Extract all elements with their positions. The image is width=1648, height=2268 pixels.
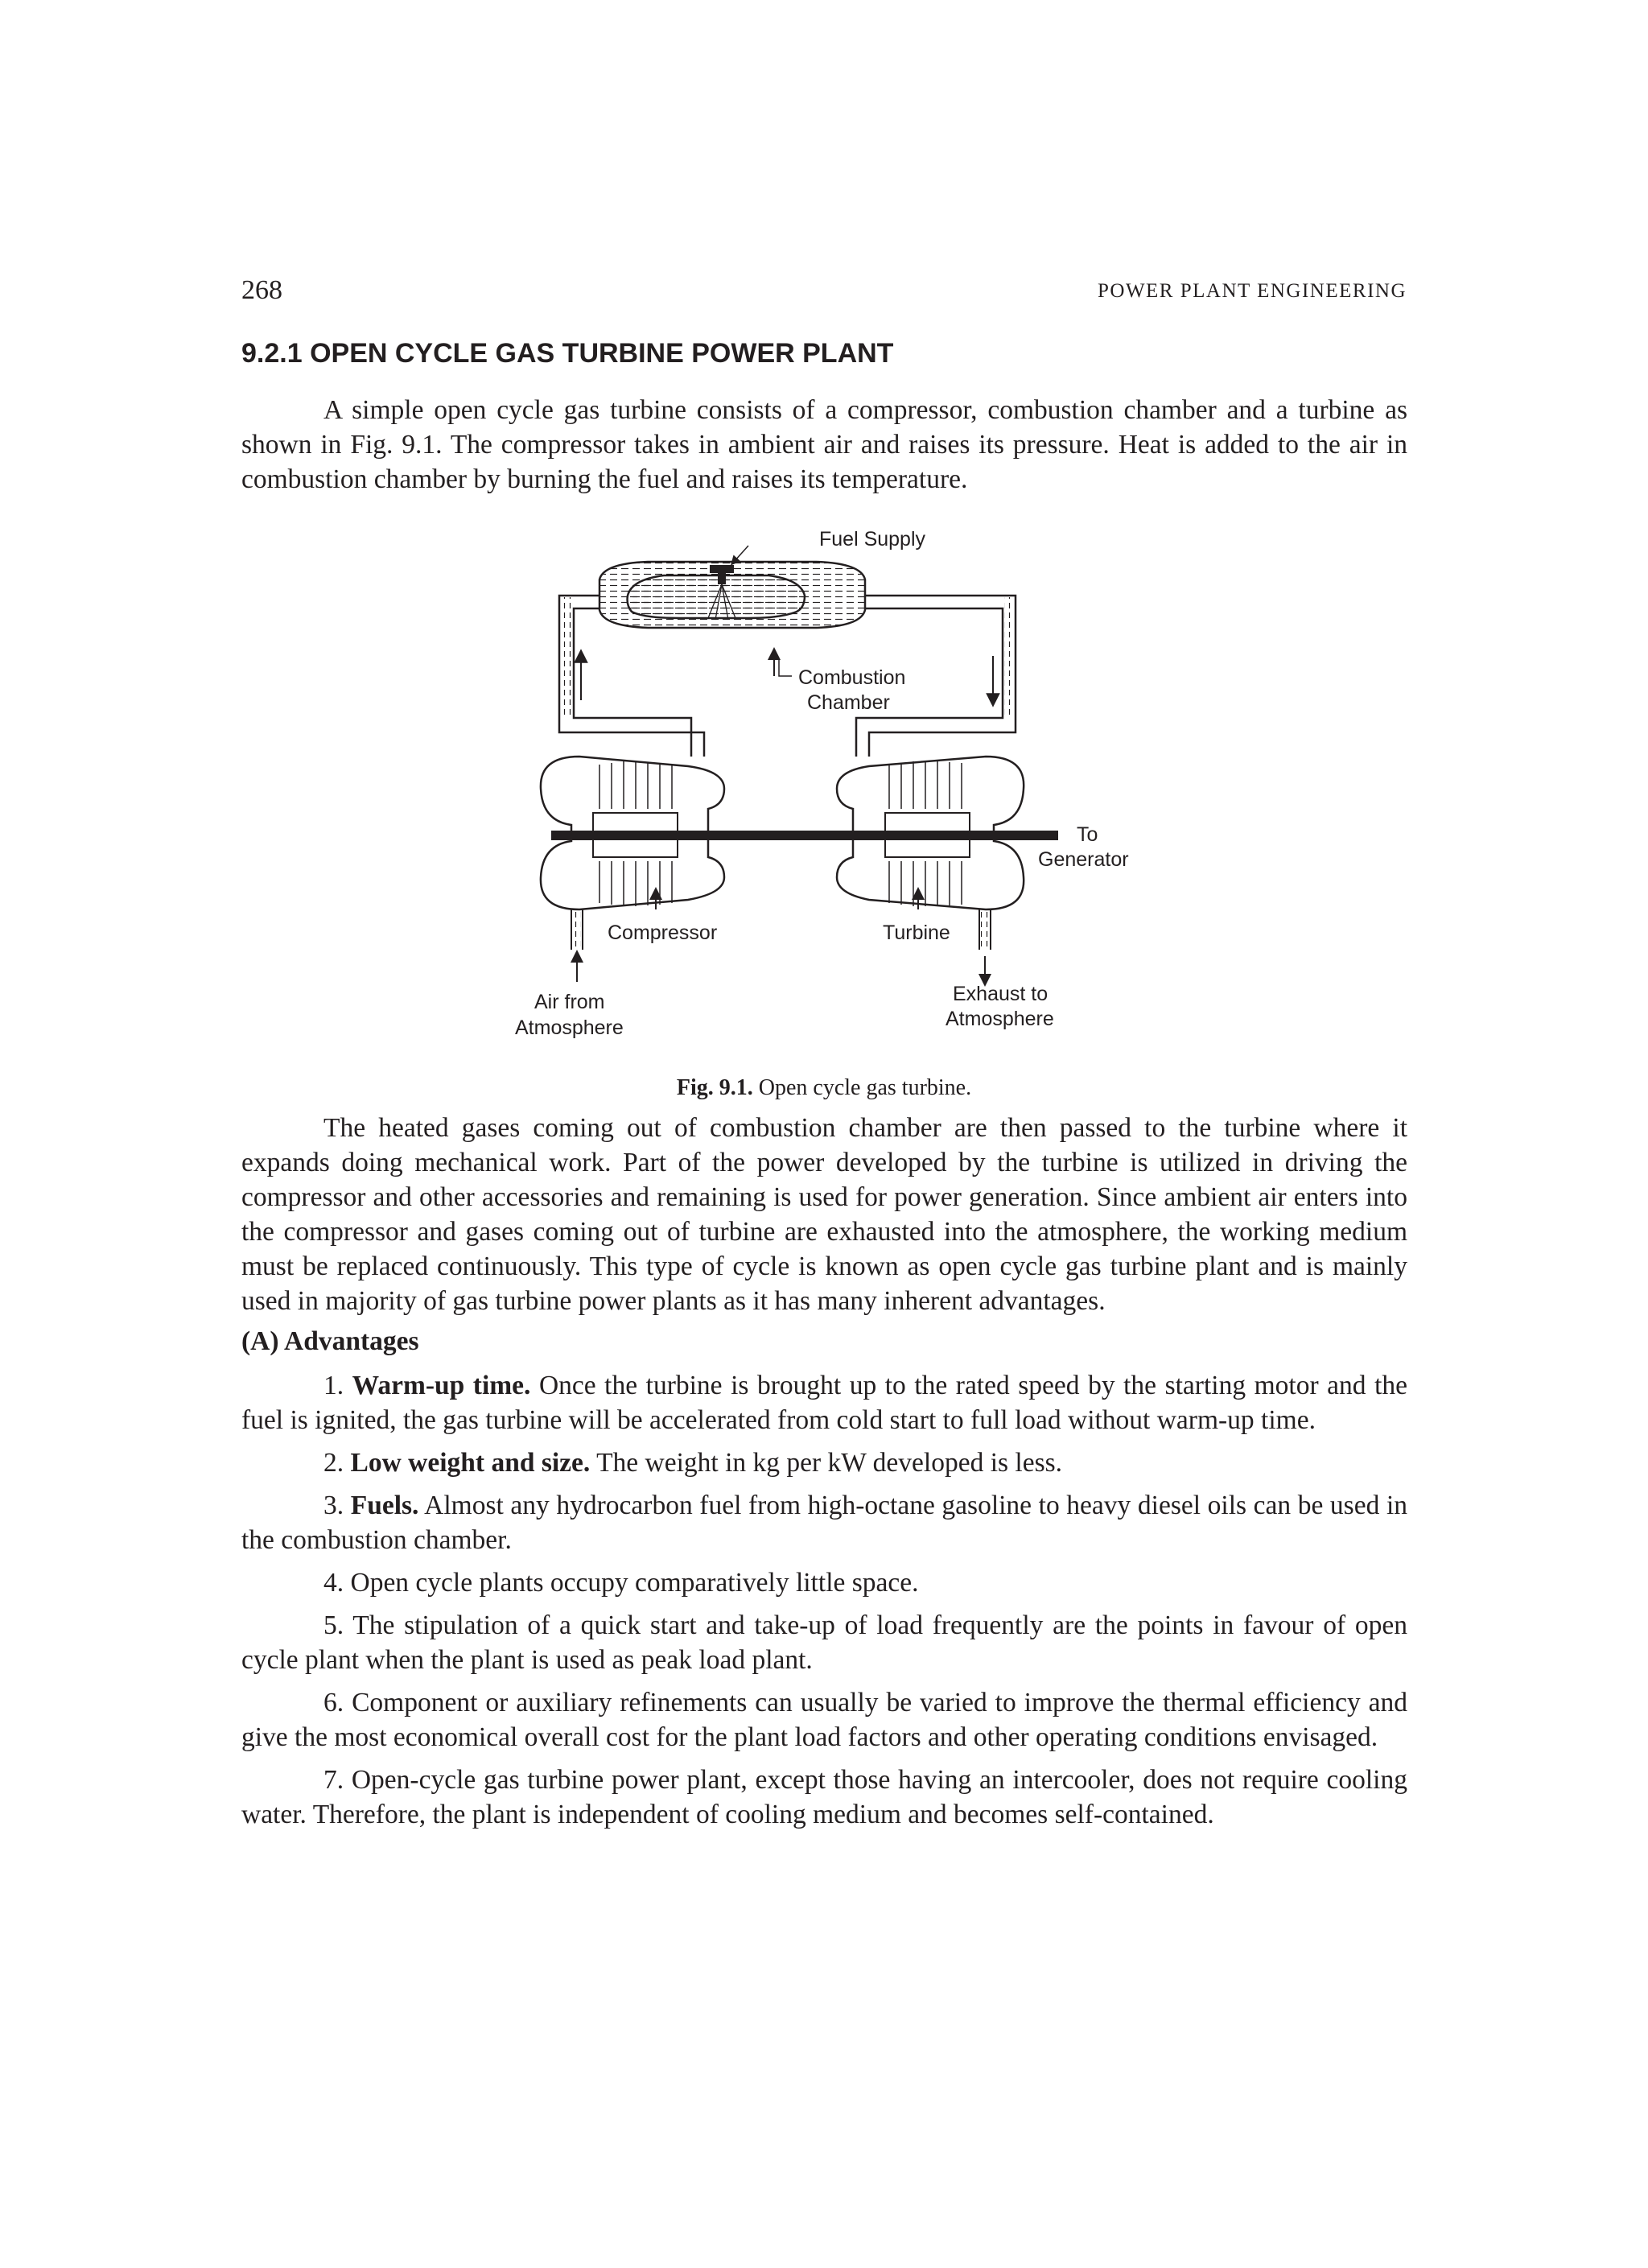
advantage-num: 3. xyxy=(323,1491,351,1520)
turbine xyxy=(837,757,1024,980)
advantage-text: Open-cycle gas turbine power plant, except those having an intercooler, does not require cooling water. Therefore, the plant is independent of cooling medium and becomes self-contained. xyxy=(241,1765,1407,1829)
advantage-item-7 xyxy=(241,1763,1407,1832)
advantage-title: Warm-up time. xyxy=(352,1371,531,1400)
label-compressor: Compressor xyxy=(608,922,718,944)
advantage-text: Open cycle plants occupy comparatively little space. xyxy=(350,1568,919,1598)
section-heading: 9.2.1 OPEN CYCLE GAS TURBINE POWER PLANT xyxy=(241,338,894,369)
advantage-title: Low weight and size. xyxy=(350,1448,591,1478)
advantage-num: 1. xyxy=(323,1371,352,1400)
label-fuel-supply: Fuel Supply xyxy=(819,528,926,551)
label-combustion-line1: Combustion xyxy=(798,666,906,689)
advantage-num: 5. xyxy=(323,1610,353,1640)
label-turbine: Turbine xyxy=(883,922,950,944)
label-air-line2: Atmosphere xyxy=(515,1016,624,1039)
page-number: 268 xyxy=(241,275,282,305)
advantages-heading: (A) Advantages xyxy=(241,1326,419,1356)
advantage-text: Once the turbine is brought up to the rated speed by the starting motor and the fuel is ignited, the gas turbine will be accelerated from cold start to full load without warm-up time. xyxy=(241,1371,1407,1435)
advantage-text: Component or auxiliary refinements can usually be varied to improve the thermal efficiency and give the most economical overall cost for the plant load factors and other operating conditions envisaged. xyxy=(241,1688,1408,1752)
label-exhaust-line1: Exhaust to xyxy=(953,983,1049,1005)
advantage-text: The stipulation of a quick start and take-up of load frequently are the points in favour of open cycle plant when the plant is used as peak load plant. xyxy=(241,1610,1407,1675)
advantage-num: 2. xyxy=(323,1448,351,1478)
label-exhaust-line2: Atmosphere xyxy=(946,1008,1054,1030)
figure-caption xyxy=(0,1075,1648,1101)
compressor xyxy=(541,757,724,982)
intro-paragraph xyxy=(241,393,1407,497)
advantage-num: 4. xyxy=(323,1568,351,1598)
shaft xyxy=(551,831,1058,840)
label-air-line1: Air from xyxy=(534,991,605,1013)
label-generator: Generator xyxy=(1038,848,1129,871)
label-combustion-line2: Chamber xyxy=(807,691,890,714)
advantage-item-3 xyxy=(241,1488,1407,1557)
advantage-text: The weight in kg per kW developed is less. xyxy=(590,1448,1063,1478)
advantages-list xyxy=(241,1368,1407,1840)
paragraph-2-text: The heated gases coming out of combustion chamber are then passed to the turbine where it expands doing mechanical work. Part of the power developed by the turbine is utilized in driving the compressor and other accessories and remaining is used for power generation. Since ambient air enters into the compressor and gases coming out of turbine are exhausted into the atmosphere, the working medium must be replaced continuously. This type of cycle is known as open cycle gas turbine plant and is mainly used in majority of gas turbine power plants as it has many inherent advantages. xyxy=(241,1113,1407,1316)
running-head: POWER PLANT ENGINEERING xyxy=(1097,280,1407,302)
advantage-item-1 xyxy=(241,1368,1407,1437)
intro-text: A simple open cycle gas turbine consists of a compressor, combustion chamber and a turbine as shown in Fig. 9.1. The compressor takes in ambient air and raises its pressure. Heat is added to the air in combustion chamber by burning the fuel and raises its temperature. xyxy=(241,395,1407,494)
paragraph-2 xyxy=(241,1111,1407,1318)
advantage-item-2 xyxy=(241,1445,1407,1480)
advantage-item-5 xyxy=(241,1608,1407,1677)
figure-caption-text: Open cycle gas turbine. xyxy=(752,1075,972,1100)
advantage-item-4 xyxy=(241,1565,1407,1600)
advantage-item-6 xyxy=(241,1685,1407,1755)
advantage-text: Almost any hydrocarbon fuel from high-octane gasoline to heavy diesel oils can be used in the combustion chamber. xyxy=(241,1491,1407,1555)
figure-caption-number: Fig. 9.1. xyxy=(676,1075,753,1100)
label-to: To xyxy=(1077,823,1098,846)
gas-turbine-diagram xyxy=(483,515,1175,1046)
advantage-num: 7. xyxy=(323,1765,352,1795)
advantage-title: Fuels. xyxy=(350,1491,419,1520)
advantage-num: 6. xyxy=(323,1688,352,1717)
